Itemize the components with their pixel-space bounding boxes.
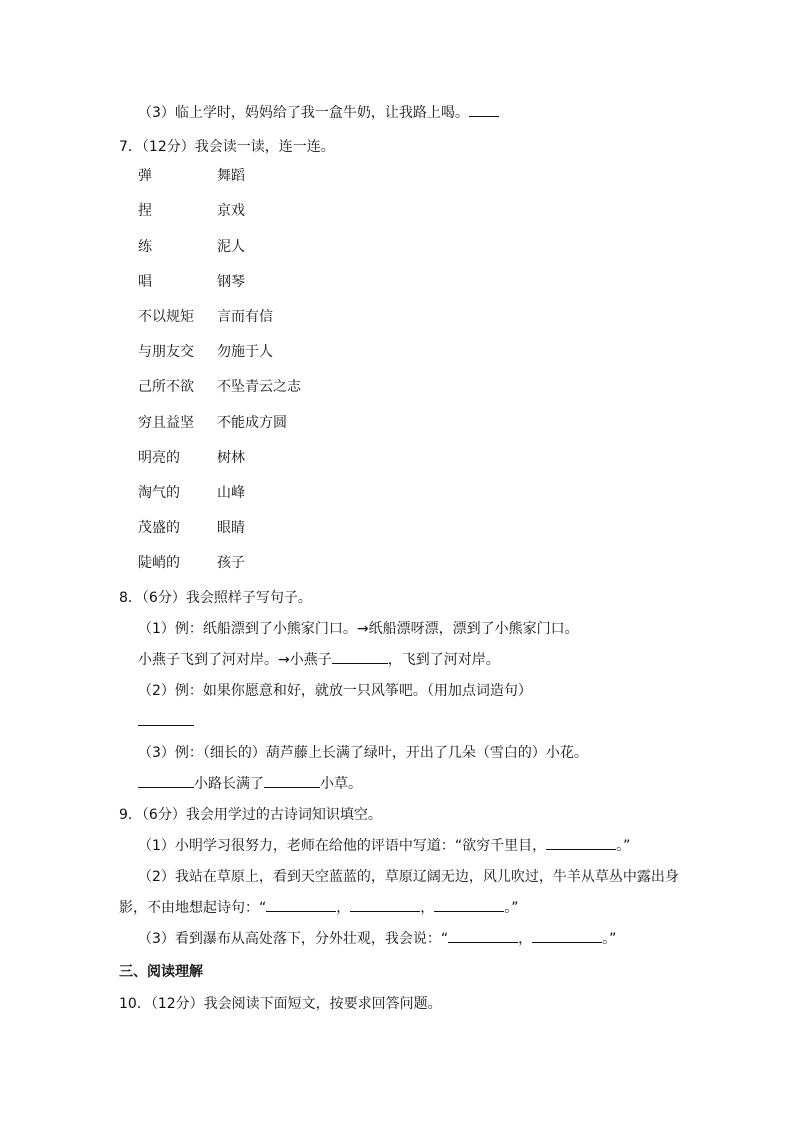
q8-example-3: （3）例：（细长的）葫芦藤上长满了绿叶，开出了几朵（雪白的）小花。: [138, 745, 588, 761]
answer-blank[interactable]: [138, 775, 194, 788]
match-left-5[interactable]: 不以规矩: [138, 309, 194, 325]
match-right-4[interactable]: 钢琴: [217, 274, 245, 290]
match-left-7[interactable]: 己所不欲: [138, 379, 194, 395]
q9-part-3: [138, 930, 616, 948]
match-left-4[interactable]: 唱: [138, 274, 152, 290]
answer-blank[interactable]: [332, 651, 388, 664]
match-right-11[interactable]: 眼睛: [217, 520, 245, 536]
q9-part-1-text: （1）小明学习很努力，老师在给他的评语中写道：“欲穷千里目，: [138, 838, 547, 854]
q7-title: 7．（12分）我会读一读，连一连。: [119, 139, 335, 155]
match-right-3[interactable]: 泥人: [217, 239, 245, 255]
q10-title: 10．（12分）我会阅读下面短文，按要求回答问题。: [119, 996, 442, 1012]
q6-item-3: [138, 104, 499, 122]
match-right-5[interactable]: 言而有信: [217, 309, 273, 325]
q9-part-2-cont: [119, 899, 519, 917]
q8-answer-1-prefix: 小燕子飞到了河对岸。→小燕子: [138, 652, 332, 668]
q8-answer-3: [138, 775, 362, 793]
q9-title: 9．（6分）我会用学过的古诗词知识填空。: [119, 807, 382, 823]
match-left-6[interactable]: 与朋友交: [138, 344, 194, 360]
answer-blank[interactable]: [264, 775, 320, 788]
match-left-3[interactable]: 练: [138, 239, 152, 255]
q6-item-3-text: （3）临上学时，妈妈给了我一盒牛奶，让我路上喝。: [138, 105, 469, 121]
q8-title: 8．（6分）我会照样子写句子。: [119, 590, 312, 606]
answer-blank[interactable]: [448, 930, 518, 943]
answer-blank[interactable]: [350, 899, 420, 912]
q8-answer-3-suffix: 小草。: [320, 776, 362, 792]
match-right-7[interactable]: 不坠青云之志: [217, 379, 301, 395]
comma: ，: [336, 900, 351, 916]
q8-answer-1-suffix: ，飞到了河对岸。: [387, 652, 500, 668]
match-right-1[interactable]: 舞蹈: [217, 168, 245, 184]
q8-answer-1: [138, 651, 500, 669]
q9-part-2-end: 。”: [504, 900, 519, 916]
match-left-9[interactable]: 明亮的: [138, 450, 180, 466]
match-right-8[interactable]: 不能成方圆: [217, 415, 287, 431]
answer-blank[interactable]: [138, 713, 194, 726]
match-left-10[interactable]: 淘气的: [138, 485, 180, 501]
match-right-2[interactable]: 京戏: [217, 203, 245, 219]
comma: ，: [518, 931, 533, 947]
answer-blank[interactable]: [546, 837, 616, 850]
match-left-8[interactable]: 穷且益坚: [138, 415, 194, 431]
answer-blank[interactable]: [266, 899, 336, 912]
q9-part-1: [138, 837, 630, 855]
q9-part-2-lead: 影，不由地想起诗句：“: [119, 900, 267, 916]
match-right-9[interactable]: 树林: [217, 450, 245, 466]
answer-blank[interactable]: [469, 104, 499, 117]
q8-answer-2: [138, 713, 194, 731]
match-left-11[interactable]: 茂盛的: [138, 520, 180, 536]
q8-example-1: （1）例：纸船漂到了小熊家门口。→纸船漂呀漂，漂到了小熊家门口。: [138, 621, 579, 637]
q9-part-3-lead: （3）看到瀑布从高处落下，分外壮观，我会说：“: [138, 931, 449, 947]
answer-blank[interactable]: [434, 899, 504, 912]
answer-blank[interactable]: [532, 930, 602, 943]
q8-answer-3-middle: 小路长满了: [194, 776, 264, 792]
q9-part-3-end: 。”: [602, 931, 617, 947]
comma: ，: [420, 900, 435, 916]
q9-part-2: （2）我站在草原上，看到天空蓝蓝的，草原辽阔无边，风儿吹过，牛羊从草丛中露出身: [138, 869, 679, 885]
match-left-1[interactable]: 弹: [138, 168, 152, 184]
match-right-10[interactable]: 山峰: [217, 485, 245, 501]
section-title-reading: 三、阅读理解: [119, 964, 203, 980]
match-right-12[interactable]: 孩子: [217, 555, 245, 571]
match-right-6[interactable]: 勿施于人: [217, 344, 273, 360]
match-left-2[interactable]: 捏: [138, 203, 152, 219]
q8-example-2: （2）例：如果你愿意和好，就放一只风筝吧。（用加点词造句）: [138, 683, 532, 699]
q9-part-1-end: 。”: [616, 838, 631, 854]
match-left-12[interactable]: 陡峭的: [138, 555, 180, 571]
